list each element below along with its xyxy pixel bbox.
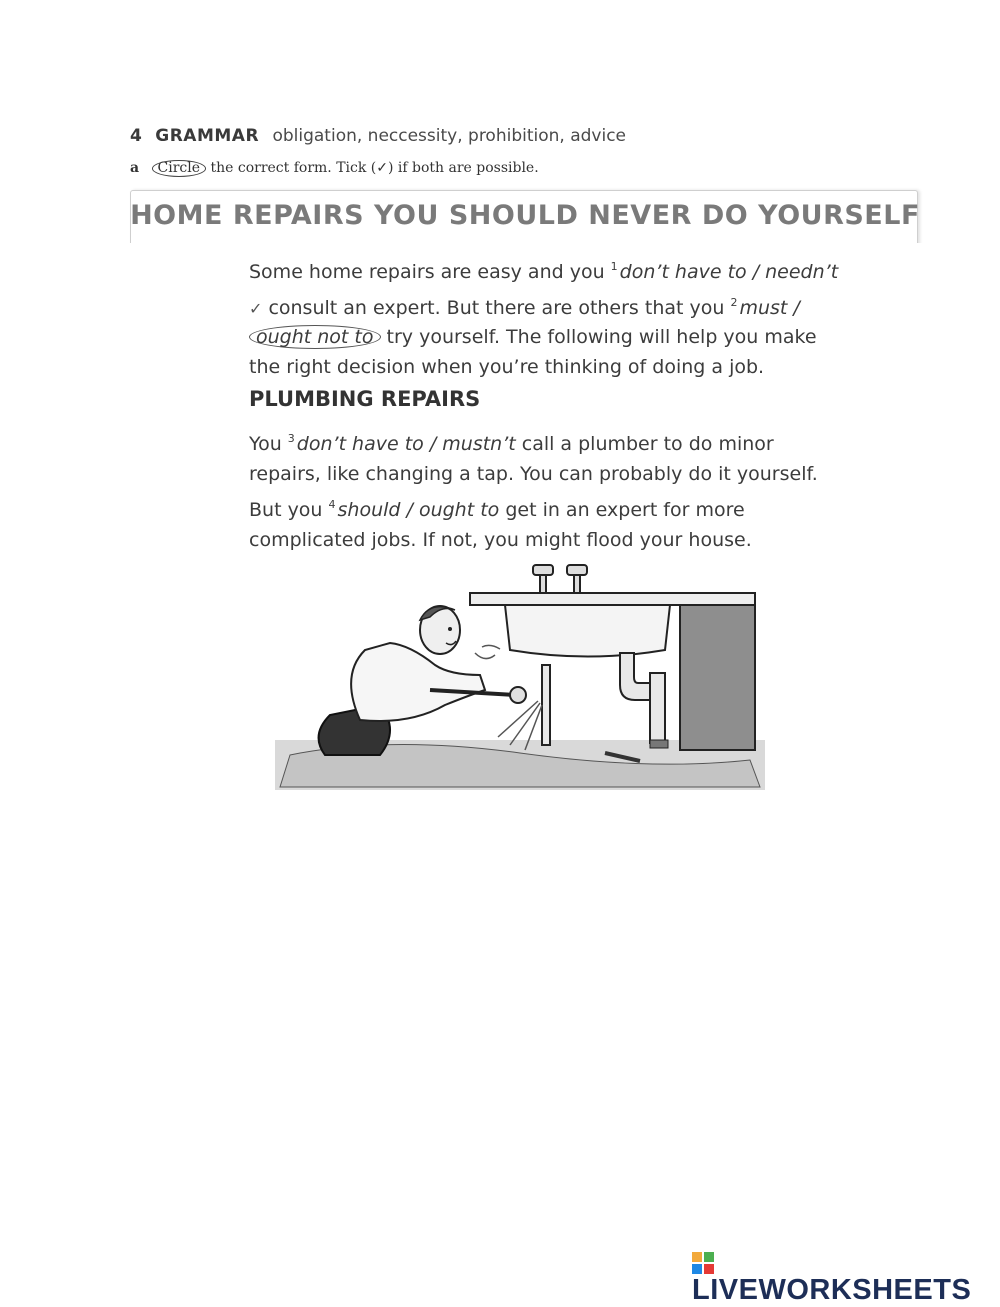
question-3-options[interactable]: don’t have to / mustn’t bbox=[296, 433, 516, 455]
question-1-options[interactable]: don’t have to / needn’t bbox=[619, 261, 839, 283]
question-4-options[interactable]: should / ought to bbox=[337, 499, 500, 521]
section-keyword: GRAMMAR bbox=[155, 126, 260, 146]
question-number-1: 1 bbox=[610, 260, 618, 273]
p4-text-2: get in an expert for more complicated jobs. If not, you might flood your house. bbox=[249, 499, 752, 551]
plumber-under-sink-illustration bbox=[270, 555, 770, 795]
paragraph-question-4 bbox=[249, 490, 849, 555]
paragraph-question-3 bbox=[249, 424, 849, 489]
intro-paragraph bbox=[249, 252, 849, 382]
p4-text-1: But you bbox=[249, 499, 329, 521]
question-number-3: 3 bbox=[287, 432, 295, 445]
intro-text-1: Some home repairs are easy and you bbox=[249, 261, 611, 283]
tick-icon: ✓ bbox=[249, 298, 263, 318]
article-title: HOME REPAIRS YOU SHOULD NEVER DO YOURSELF bbox=[130, 200, 920, 231]
question-number-4: 4 bbox=[328, 498, 336, 511]
intro-text-3: try yourself. The following will help you make the right decision when you’re thinking of doing a job. bbox=[249, 326, 817, 378]
question-2-option-a[interactable]: must / bbox=[739, 296, 800, 319]
section-header bbox=[130, 126, 626, 146]
logo-text: LIVEWORKSHEETS bbox=[692, 1274, 972, 1306]
instruction-text: the correct form. Tick (✓) if both are possible. bbox=[210, 160, 539, 176]
section-number: 4 bbox=[130, 126, 142, 146]
intro-text-2: consult an expert. But there are others that you bbox=[262, 296, 731, 319]
logo-squares-icon bbox=[692, 1252, 714, 1274]
question-2-option-b-circled[interactable]: ought not to bbox=[249, 325, 381, 349]
liveworksheets-logo bbox=[692, 1252, 1000, 1306]
section-topic: obligation, neccessity, prohibition, advice bbox=[272, 126, 627, 146]
p3-text-1: You bbox=[249, 433, 288, 455]
section-heading: PLUMBING REPAIRS bbox=[249, 387, 481, 411]
p3-text-2: call a plumber to do minor repairs, like changing a tap. You can probably do it yourself. bbox=[249, 433, 818, 485]
question-number-2: 2 bbox=[730, 295, 738, 309]
circle-example: Circle bbox=[152, 160, 207, 177]
instruction-letter: a bbox=[130, 160, 140, 176]
instruction bbox=[130, 160, 539, 177]
